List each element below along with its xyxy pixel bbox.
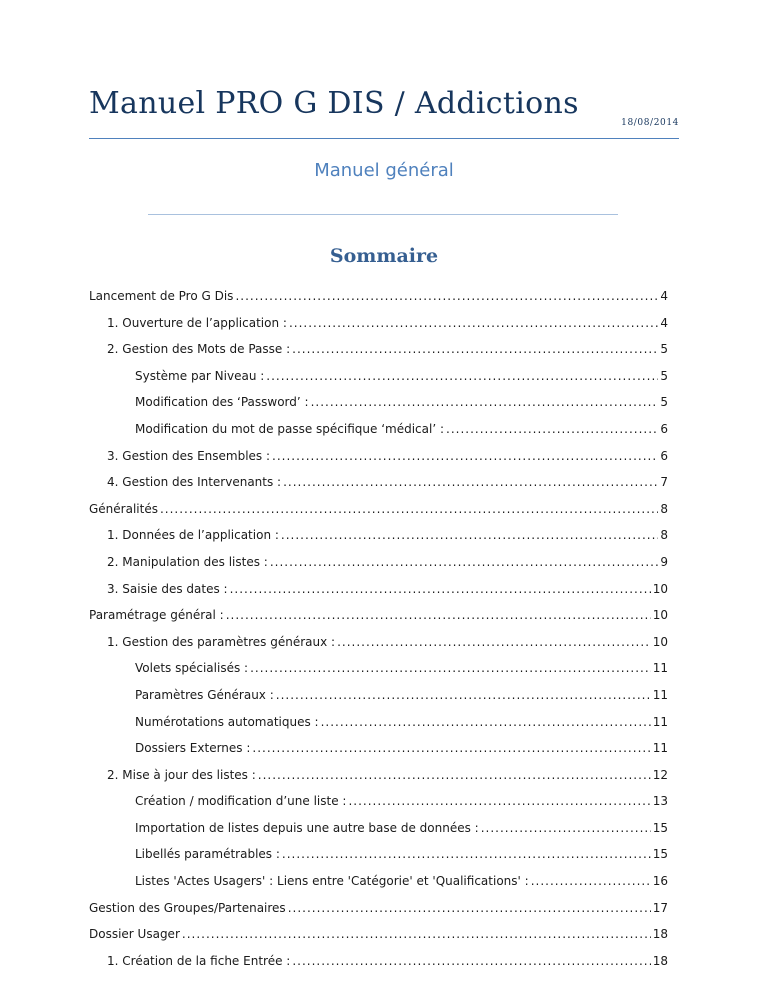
toc-dot-leader [348, 791, 650, 811]
toc-entry-label: Système par Niveau : [135, 368, 265, 383]
toc-dot-leader [230, 579, 651, 599]
toc-entry-page: 10 [652, 608, 668, 623]
toc-entry[interactable] [89, 446, 668, 473]
toc-entry-page: 6 [660, 421, 668, 436]
toc-entry-label: Listes 'Actes Usagers' : Liens entre 'Catégorie' et 'Qualifications' : [135, 874, 529, 889]
toc-dot-leader [289, 313, 658, 333]
toc-dot-leader [292, 951, 650, 971]
toc-entry-page: 13 [652, 794, 668, 809]
toc-entry-label: 1. Gestion des paramètres généraux : [107, 634, 336, 649]
toc-entry[interactable] [89, 525, 668, 552]
toc-entry[interactable] [89, 844, 668, 871]
toc-entry[interactable] [89, 738, 668, 765]
toc-entry-page: 4 [660, 289, 668, 303]
toc-dot-leader [272, 446, 658, 466]
toc-dot-leader [288, 898, 651, 918]
toc-entry[interactable] [89, 791, 668, 818]
toc-entry-page: 18 [652, 927, 668, 942]
toc-entry-label: 2. Manipulation des listes : [107, 554, 268, 569]
toc-entry-label: Importation de listes depuis une autre base de données : [135, 820, 479, 835]
table-of-contents [89, 286, 668, 977]
document-header [89, 80, 679, 139]
toc-entry[interactable] [89, 392, 668, 419]
document-title: Manuel PRO G DIS / Addictions [89, 86, 579, 121]
toc-entry[interactable] [89, 499, 668, 526]
toc-heading: Sommaire [329, 245, 439, 267]
toc-entry[interactable] [89, 605, 668, 632]
toc-entry[interactable] [89, 951, 668, 978]
toc-entry-page: 12 [652, 767, 668, 782]
toc-entry-label: Dossiers Externes : [135, 741, 251, 756]
toc-entry-label: Modification du mot de passe spécifique ‘médical’ : [135, 421, 444, 436]
toc-entry-page: 11 [652, 741, 668, 756]
toc-entry-label: 3. Saisie des dates : [107, 581, 228, 596]
toc-entry-label: Libellés paramétrables : [135, 847, 280, 862]
toc-dot-leader [258, 765, 651, 785]
toc-dot-leader [321, 712, 651, 732]
toc-entry[interactable] [89, 286, 668, 313]
toc-entry-label: 1. Création de la fiche Entrée : [107, 953, 291, 968]
toc-dot-leader [182, 924, 651, 944]
toc-entry[interactable] [89, 366, 668, 393]
toc-entry-page: 5 [660, 342, 668, 357]
toc-entry-label: 3. Gestion des Ensembles : [107, 448, 271, 463]
subtitle-divider [148, 214, 618, 215]
toc-entry-label: 1. Ouverture de l’application : [107, 315, 287, 330]
toc-dot-leader [311, 392, 659, 412]
toc-entry[interactable] [89, 552, 668, 579]
toc-entry-label: 1. Données de l’application : [107, 528, 279, 543]
toc-entry-label: Lancement de Pro G Dis [89, 289, 234, 303]
toc-dot-leader [531, 871, 651, 891]
toc-entry-label: 2. Gestion des Mots de Passe : [107, 342, 291, 357]
toc-dot-leader [235, 286, 658, 306]
toc-entry[interactable] [89, 313, 668, 340]
toc-dot-leader [282, 844, 651, 864]
toc-entry-page: 15 [652, 820, 668, 835]
toc-entry[interactable] [89, 472, 668, 499]
toc-entry-page: 17 [652, 900, 668, 915]
toc-entry[interactable] [89, 871, 668, 898]
toc-entry-label: Modification des ‘Password’ : [135, 395, 309, 410]
toc-entry[interactable] [89, 632, 668, 659]
toc-entry[interactable] [89, 898, 668, 925]
toc-entry-label: Généralités [89, 501, 158, 516]
toc-dot-leader [446, 419, 658, 439]
toc-entry-page: 6 [660, 448, 668, 463]
toc-dot-leader [266, 366, 658, 386]
toc-dot-leader [160, 499, 658, 519]
toc-entry-label: Création / modification d’une liste : [135, 794, 347, 809]
toc-entry-page: 11 [652, 714, 668, 729]
toc-dot-leader [276, 685, 651, 705]
toc-entry[interactable] [89, 339, 668, 366]
toc-entry-page: 8 [660, 528, 668, 543]
toc-entry-label: Volets spécialisés : [135, 661, 249, 676]
toc-entry[interactable] [89, 712, 668, 739]
toc-dot-leader [337, 632, 651, 652]
toc-entry-page: 9 [660, 554, 668, 569]
toc-dot-leader [281, 525, 658, 545]
toc-dot-leader [481, 818, 651, 838]
toc-entry[interactable] [89, 579, 668, 606]
document-date: 18/08/2014 [621, 118, 679, 128]
toc-entry-page: 10 [652, 634, 668, 649]
toc-dot-leader [283, 472, 658, 492]
toc-entry-page: 7 [660, 475, 668, 490]
toc-dot-leader [270, 552, 659, 572]
toc-dot-leader [250, 658, 651, 678]
toc-entry[interactable] [89, 818, 668, 845]
toc-entry-label: Dossier Usager [89, 927, 180, 942]
toc-entry[interactable] [89, 765, 668, 792]
toc-entry-page: 10 [652, 581, 668, 596]
toc-dot-leader [252, 738, 650, 758]
toc-entry-page: 11 [652, 661, 668, 676]
toc-entry[interactable] [89, 658, 668, 685]
toc-entry-label: 4. Gestion des Intervenants : [107, 475, 282, 490]
toc-entry[interactable] [89, 685, 668, 712]
toc-entry-label: Numérotations automatiques : [135, 714, 319, 729]
toc-entry-page: 11 [652, 687, 668, 702]
toc-entry-page: 5 [660, 368, 668, 383]
toc-entry-page: 5 [660, 395, 668, 410]
toc-entry-page: 16 [652, 874, 668, 889]
toc-entry[interactable] [89, 419, 668, 446]
toc-entry[interactable] [89, 924, 668, 951]
toc-entry-label: Paramétrage général : [89, 608, 224, 623]
toc-entry-page: 4 [660, 315, 668, 330]
document-subtitle: Manuel général [314, 160, 454, 181]
toc-dot-leader [292, 339, 658, 359]
toc-entry-page: 8 [660, 501, 668, 516]
toc-entry-label: 2. Mise à jour des listes : [107, 767, 256, 782]
toc-entry-page: 15 [652, 847, 668, 862]
toc-entry-label: Gestion des Groupes/Partenaires [89, 900, 286, 915]
toc-entry-page: 18 [652, 953, 668, 968]
toc-dot-leader [226, 605, 651, 625]
toc-entry-label: Paramètres Généraux : [135, 687, 274, 702]
